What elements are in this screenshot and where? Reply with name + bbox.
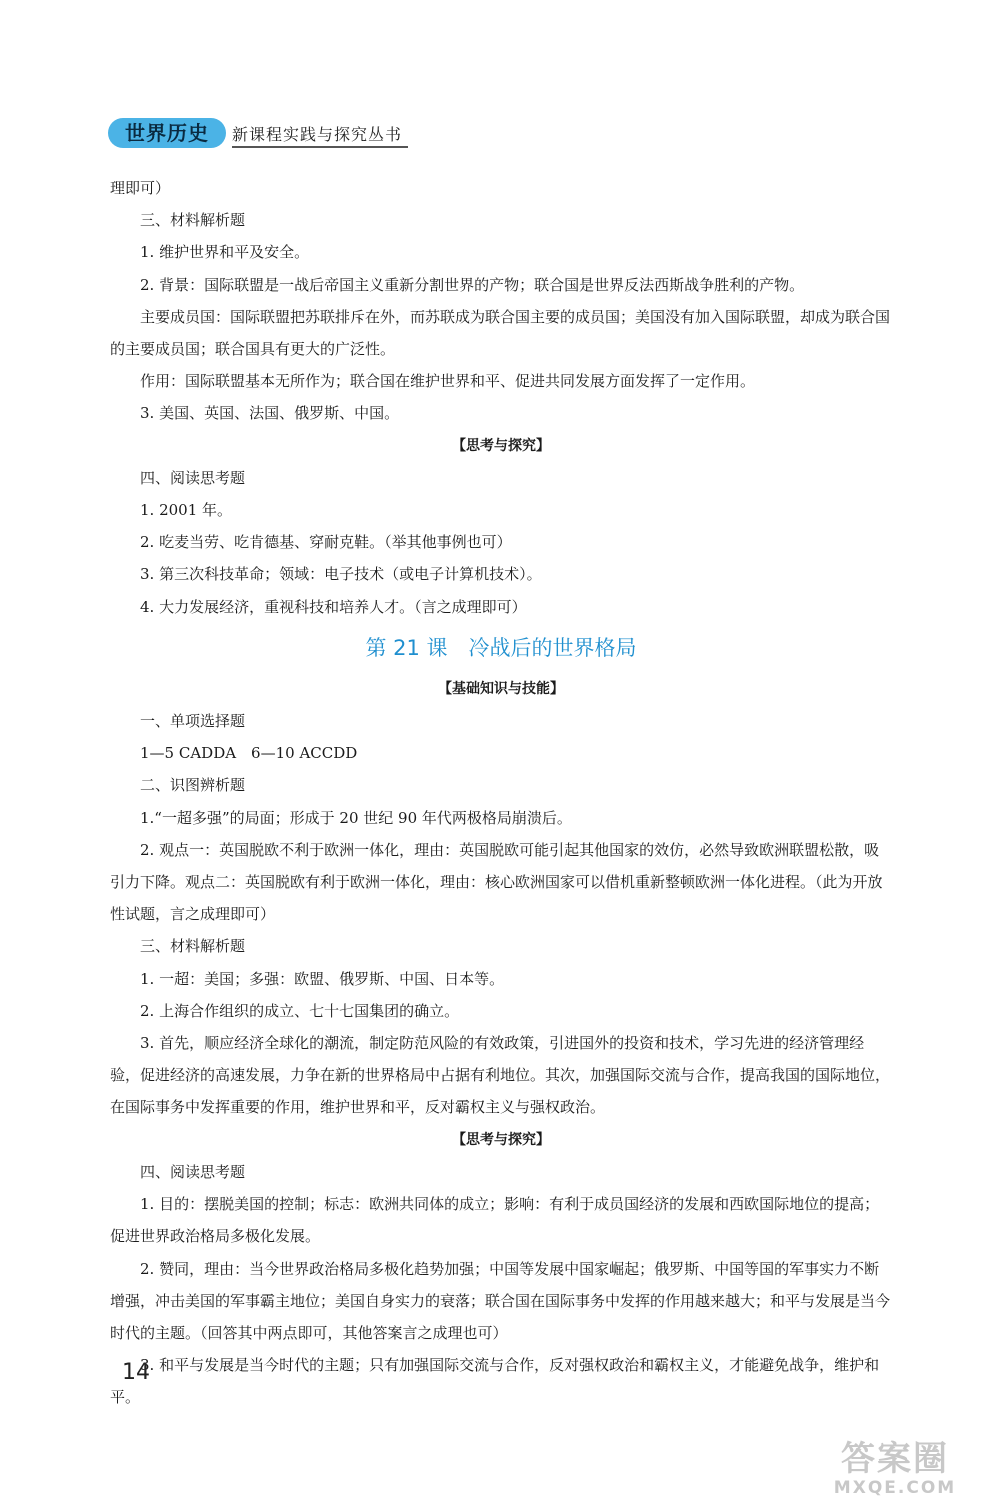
answer-item: 主要成员国：国际联盟把苏联排斥在外，而苏联成为联合国主要的成员国；美国没有加入国际联盟，却成为联合国的主要成员国；联合国具有更大的广泛性。 [110, 307, 891, 359]
page-header [108, 118, 408, 154]
answer-item: 3. 美国、英国、法国、俄罗斯、中国。 [140, 404, 400, 423]
answer-item: 2. 吃麦当劳、吃肯德基、穿耐克鞋。（举其他事例也可） [140, 533, 512, 552]
answer-item: 1. 一超：美国；多强：欧盟、俄罗斯、中国、日本等。 [140, 969, 505, 988]
section-heading: 四、阅读思考题 [140, 1162, 246, 1181]
answer-item: 2. 观点一：英国脱欧不利于欧洲一体化，理由：英国脱欧可能引起其他国家的效仿，必然导致欧洲联盟松散，吸引力下降。观点二：英国脱欧有利于欧洲一体化，理由：核心欧洲国家可以借机重新整顿欧洲一体化进程。（此为开放性试题，言之成理即可） [110, 840, 883, 924]
answer-item: 1.“一超多强”的局面；形成于 20 世纪 90 年代两极格局崩溃后。 [140, 808, 572, 827]
header-underline [232, 146, 408, 148]
answer-item: 1—5 CADDA 6—10 ACCDD [140, 744, 358, 763]
answer-item: 3. 和平与发展是当今时代的主题；只有加强国际交流与合作，反对强权政治和霸权主义，才能避免战争，维护和平。 [110, 1356, 880, 1407]
watermark-logo: 答案圈 [841, 1439, 949, 1479]
series-title: 新课程实践与探究丛书 [232, 125, 403, 144]
answer-item: 作用：国际联盟基本无所作为；联合国在维护世界和平、促进共同发展方面发挥了一定作用。 [140, 372, 756, 391]
answer-item: 3. 首先，顺应经济全球化的潮流，制定防范风险的有效政策，引进国外的投资和技术，学习先进的经济管理经验，促进经济的高速发展，力争在新的世界格局中占据有利地位。其次，加强国际交流与合作，提高我国的国际地位，在国际事务中发挥重要的作用，维护世界和平，反对霸权主义与强权政治。 [110, 1034, 891, 1117]
answer-item: 4. 大力发展经济，重视科技和培养人才。（言之成理即可） [140, 597, 527, 616]
subject-badge: 世界历史 [108, 118, 226, 148]
answer-item: 1. 维护世界和平及安全。 [140, 243, 310, 262]
section-label: 【思考与探究】 [452, 1131, 550, 1148]
answer-item: 2. 赞同，理由：当今世界政治格局多极化趋势加强；中国等发展中国家崛起；俄罗斯、中国等国的军事实力不断增强，冲击美国的军事霸主地位；美国自身实力的衰落；联合国在国际事务中发挥的作用越来越大；和平与发展是当今时代的主题。（回答其中两点即可，其他答案言之成理也可） [110, 1259, 891, 1342]
section-heading: 二、识图辨析题 [140, 776, 246, 795]
answer-item: 1. 目的：摆脱美国的控制；标志：欧洲共同体的成立；影响：有利于成员国经济的发展和西欧国际地位的提高；促进世界政治格局多极化发展。 [110, 1195, 880, 1246]
answer-item: 2. 上海合作组织的成立、七十七国集团的确立。 [140, 1001, 460, 1020]
section-heading: 三、材料解析题 [140, 211, 246, 230]
page-number: 14 [122, 1360, 150, 1385]
section-heading: 四、阅读思考题 [140, 468, 246, 487]
answer-item: 3. 第三次科技革命；领域：电子技术（或电子计算机技术）。 [140, 565, 542, 584]
answer-item: 2. 背景：国际联盟是一战后帝国主义重新分割世界的产物；联合国是世界反法西斯战争胜利的产物。 [140, 275, 805, 294]
section-label: 【基础知识与技能】 [438, 680, 564, 697]
section-heading: 三、材料解析题 [140, 937, 246, 956]
text-line: 理即可） [110, 179, 171, 197]
section-heading: 一、单项选择题 [140, 712, 246, 731]
answer-content [110, 172, 892, 1414]
watermark [800, 1440, 990, 1504]
answer-item: 1. 2001 年。 [140, 501, 233, 520]
lesson-title: 第 21 课 冷战后的世界格局 [365, 635, 637, 660]
watermark-site: MXQE.COM [833, 1478, 957, 1498]
section-label: 【思考与探究】 [452, 437, 550, 454]
